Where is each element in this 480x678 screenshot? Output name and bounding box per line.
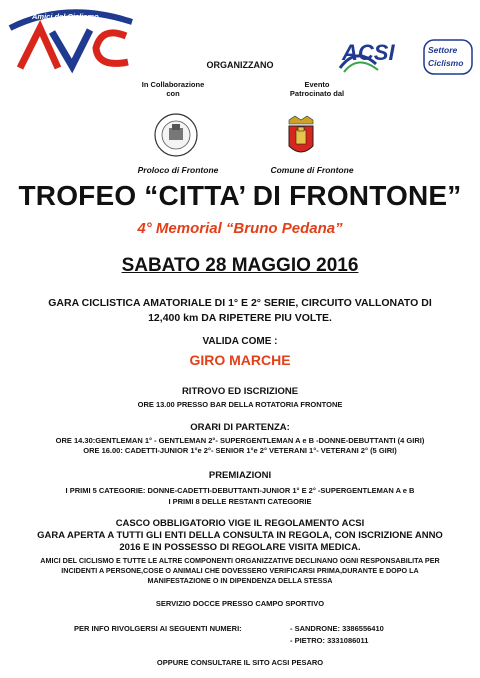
gara-description: GARA CICLISTICA AMATORIALE DI 1° E 2° SERIE, CIRCUITO VALLONATO DI 12,400 km DA RIPETERE PIU VOLTE. (48, 297, 432, 324)
oppure-text: OPPURE CONSULTARE IL SITO ACSI PESARO (156, 658, 324, 667)
premiazioni-text: I PRIMI 5 CATEGORIE: DONNE-CADETTI-DEBUTTANTI-JUNIOR 1° E 2° -SUPERGENTLEMAN A e B I PRIMI 8 DELLE RESTANTI CATEGORIE (65, 486, 415, 506)
disclaimer-text: AMICI DEL CICLISMO E TUTTE LE ALTRE COMPONENTI ORGANIZZATIVE DECLINANO OGNI RESPONSABILITA PER INCIDENTI A PERSONE,COSE O ANIMALI CHE DOVESSERO VERIFICARSI PRIMA,DURANTE E DOPO LA MANIFESTAZIONE O IN DIPENDENZA DELLA STESSA (40, 556, 440, 585)
event-title: TROFEO “CITTA’ DI FRONTONE” (18, 180, 462, 211)
acsi-logo-text: ACSI (342, 40, 395, 65)
ritrovo-text: ORE 13.00 PRESSO BAR DELLA ROTATORIA FRONTONE (137, 400, 343, 409)
orari-text: ORE 14.30:GENTLEMAN 1° - GENTLEMAN 2°- SUPERGENTLEMAN A e B -DONNE-DEBUTTANTI (4 GIRI) ORE 16.00: CADETTI-JUNIOR 1°e 2°- SENIOR 1°e 2° VETERANI 1°- VETERANI 2° (5 GIRI) (55, 436, 425, 455)
premiazioni-heading: PREMIAZIONI (208, 470, 272, 481)
contact-pietro: - PIETRO: 3331086011 (290, 636, 369, 645)
event-date: SABATO 28 MAGGIO 2016 (121, 255, 359, 276)
organizzano-heading: ORGANIZZANO (206, 60, 274, 70)
contact-sandrone: - SANDRONE: 3386556410 (290, 624, 384, 633)
memorial-subtitle: 4° Memorial “Bruno Pedana” (137, 220, 343, 237)
ritrovo-heading: RITROVO ED ISCRIZIONE (181, 386, 299, 397)
info-label: PER INFO RIVOLGERSI AI SEGUENTI NUMERI: (74, 624, 242, 633)
comune-caption: Comune di Frontone (270, 165, 354, 175)
comune-crest (286, 114, 316, 160)
valida-label: VALIDA COME : (202, 336, 278, 347)
proloco-caption: Proloco di Frontone (137, 165, 219, 175)
regolamento-text: CASCO OBBLIGATORIO VIGE IL REGOLAMENTO ACSI GARA APERTA A TUTTI GLI ENTI DELLA CONSULTA IN REGOLA, CON ISCRIZIONE ANNO 2016 E IN POSSESSO DI REGOLARE VISITA MEDICA. (37, 518, 443, 553)
settore-text: Settore (428, 45, 458, 55)
collab-label: In Collaborazione con (141, 80, 205, 98)
servizio-docce-text: SERVIZIO DOCCE PRESSO CAMPO SPORTIVO (155, 599, 325, 608)
orari-heading: ORARI DI PARTENZA: (190, 422, 290, 433)
acsi-logo (336, 38, 476, 78)
logo-text: Amici del Ciclismo (32, 12, 99, 21)
giro-marche-label: GIRO MARCHE (189, 352, 291, 368)
ciclismo-text: Ciclismo (428, 58, 464, 68)
evento-label: Evento Patrocinato dal (289, 80, 345, 98)
proloco-seal (153, 112, 199, 158)
